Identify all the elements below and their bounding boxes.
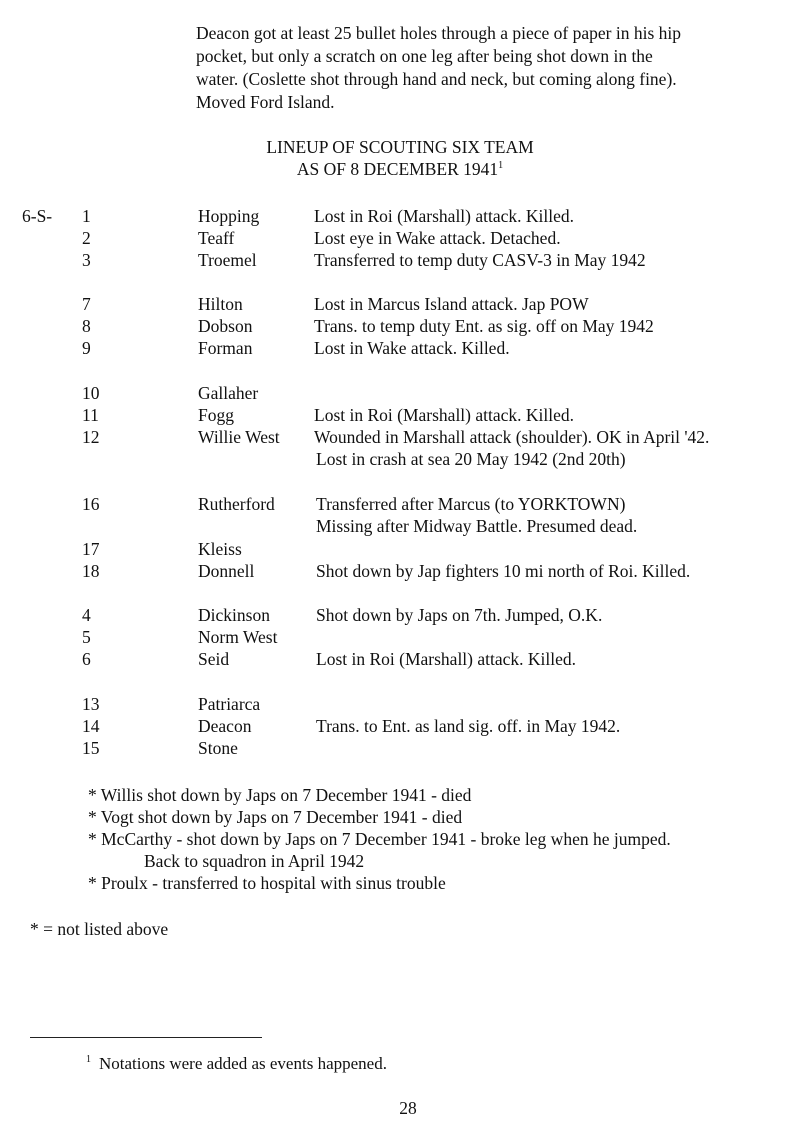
intro-line: water. (Coslette shot through hand and neck, but coming along fine).	[196, 69, 677, 89]
footnote-text: Notations were added as events happened.	[99, 1054, 387, 1073]
pilot-name: Seid	[198, 649, 230, 669]
pilot-name: Norm West	[198, 627, 278, 647]
unlisted-crew-item: * Willis shot down by Japs on 7 December 1941 - died	[88, 785, 472, 805]
plane-number: 13	[82, 694, 100, 714]
pilot-note: Shot down by Japs on 7th. Jumped, O.K.	[316, 605, 603, 625]
pilot-name: Donnell	[198, 561, 255, 581]
pilot-note: Lost in Roi (Marshall) attack. Killed.	[316, 649, 577, 669]
plane-number: 17	[82, 539, 100, 559]
pilot-note: Shot down by Jap fighters 10 mi north of Roi. Killed.	[316, 561, 691, 581]
plane-number: 14	[82, 716, 100, 736]
pilot-note: Lost in Roi (Marshall) attack. Killed.	[314, 206, 575, 226]
pilot-note: Lost in Roi (Marshall) attack. Killed.	[314, 405, 575, 425]
title-footnote-mark: 1	[498, 160, 504, 172]
pilot-note: Transferred after Marcus (to YORKTOWN)	[316, 494, 626, 514]
pilot-name: Dobson	[198, 316, 253, 336]
pilot-name: Troemel	[198, 250, 257, 270]
pilot-note: Trans. to Ent. as land sig. off. in May 1942.	[316, 716, 621, 736]
pilot-note: Wounded in Marshall attack (shoulder). OK in April '42.	[314, 427, 710, 447]
pilot-note: Transferred to temp duty CASV-3 in May 1942	[314, 250, 646, 270]
plane-number: 6	[82, 649, 91, 669]
plane-number: 10	[82, 383, 100, 403]
roster-prefix: 6-S-	[22, 206, 53, 226]
page-number: 28	[399, 1098, 417, 1118]
plane-number: 16	[82, 494, 100, 514]
asterisk-legend: * = not listed above	[30, 919, 169, 939]
pilot-note: Trans. to temp duty Ent. as sig. off on May 1942	[314, 316, 654, 336]
pilot-name: Kleiss	[198, 539, 242, 559]
pilot-name: Willie West	[198, 427, 280, 447]
plane-number: 11	[82, 405, 99, 425]
plane-number: 7	[82, 294, 91, 314]
pilot-name: Stone	[198, 738, 238, 758]
title-line-1: LINEUP OF SCOUTING SIX TEAM	[266, 137, 534, 157]
pilot-name: Patriarca	[198, 694, 261, 714]
plane-number: 5	[82, 627, 91, 647]
intro-line: pocket, but only a scratch on one leg after being shot down in the	[196, 46, 653, 66]
unlisted-crew-item: * McCarthy - shot down by Japs on 7 December 1941 - broke leg when he jumped.	[88, 829, 671, 849]
plane-number: 12	[82, 427, 100, 447]
plane-number: 1	[82, 206, 91, 226]
pilot-note: Lost in Wake attack. Killed.	[314, 338, 510, 358]
pilot-name: Dickinson	[198, 605, 270, 625]
pilot-name: Hilton	[198, 294, 243, 314]
pilot-note-continuation: Lost in crash at sea 20 May 1942 (2nd 20th)	[316, 449, 626, 469]
pilot-name: Hopping	[198, 206, 260, 226]
title-line-2-text: AS OF 8 DECEMBER 1941	[296, 159, 499, 179]
pilot-name: Forman	[198, 338, 253, 358]
unlisted-crew-item: * Proulx - transferred to hospital with sinus trouble	[88, 873, 446, 893]
plane-number: 4	[82, 605, 91, 625]
plane-number: 15	[82, 738, 100, 758]
plane-number: 3	[82, 250, 91, 270]
plane-number: 18	[82, 561, 100, 581]
unlisted-crew-list	[88, 784, 671, 894]
footnote-divider	[30, 1037, 262, 1038]
pilot-name: Teaff	[198, 228, 235, 248]
unlisted-crew-item-continuation: Back to squadron in April 1942	[144, 851, 365, 871]
pilot-name: Deacon	[198, 716, 252, 736]
section-title	[0, 136, 800, 180]
plane-number: 9	[82, 338, 91, 358]
unlisted-crew-item: * Vogt shot down by Japs on 7 December 1941 - died	[88, 807, 463, 827]
intro-line: Deacon got at least 25 bullet holes through a piece of paper in his hip	[196, 23, 682, 43]
pilot-name: Gallaher	[198, 383, 259, 403]
pilot-note: Lost eye in Wake attack. Detached.	[314, 228, 561, 248]
intro-line: Moved Ford Island.	[196, 92, 335, 112]
plane-number: 8	[82, 316, 91, 336]
pilot-name: Fogg	[198, 405, 234, 425]
title-line-2	[0, 158, 800, 180]
footnote	[86, 1053, 387, 1075]
pilot-name: Rutherford	[198, 494, 275, 514]
intro-paragraph	[196, 22, 776, 114]
pilot-note: Lost in Marcus Island attack. Jap POW	[314, 294, 589, 314]
plane-number: 2	[82, 228, 91, 248]
footnote-mark: 1	[86, 1054, 91, 1066]
pilot-note-continuation: Missing after Midway Battle. Presumed dead.	[316, 516, 638, 536]
